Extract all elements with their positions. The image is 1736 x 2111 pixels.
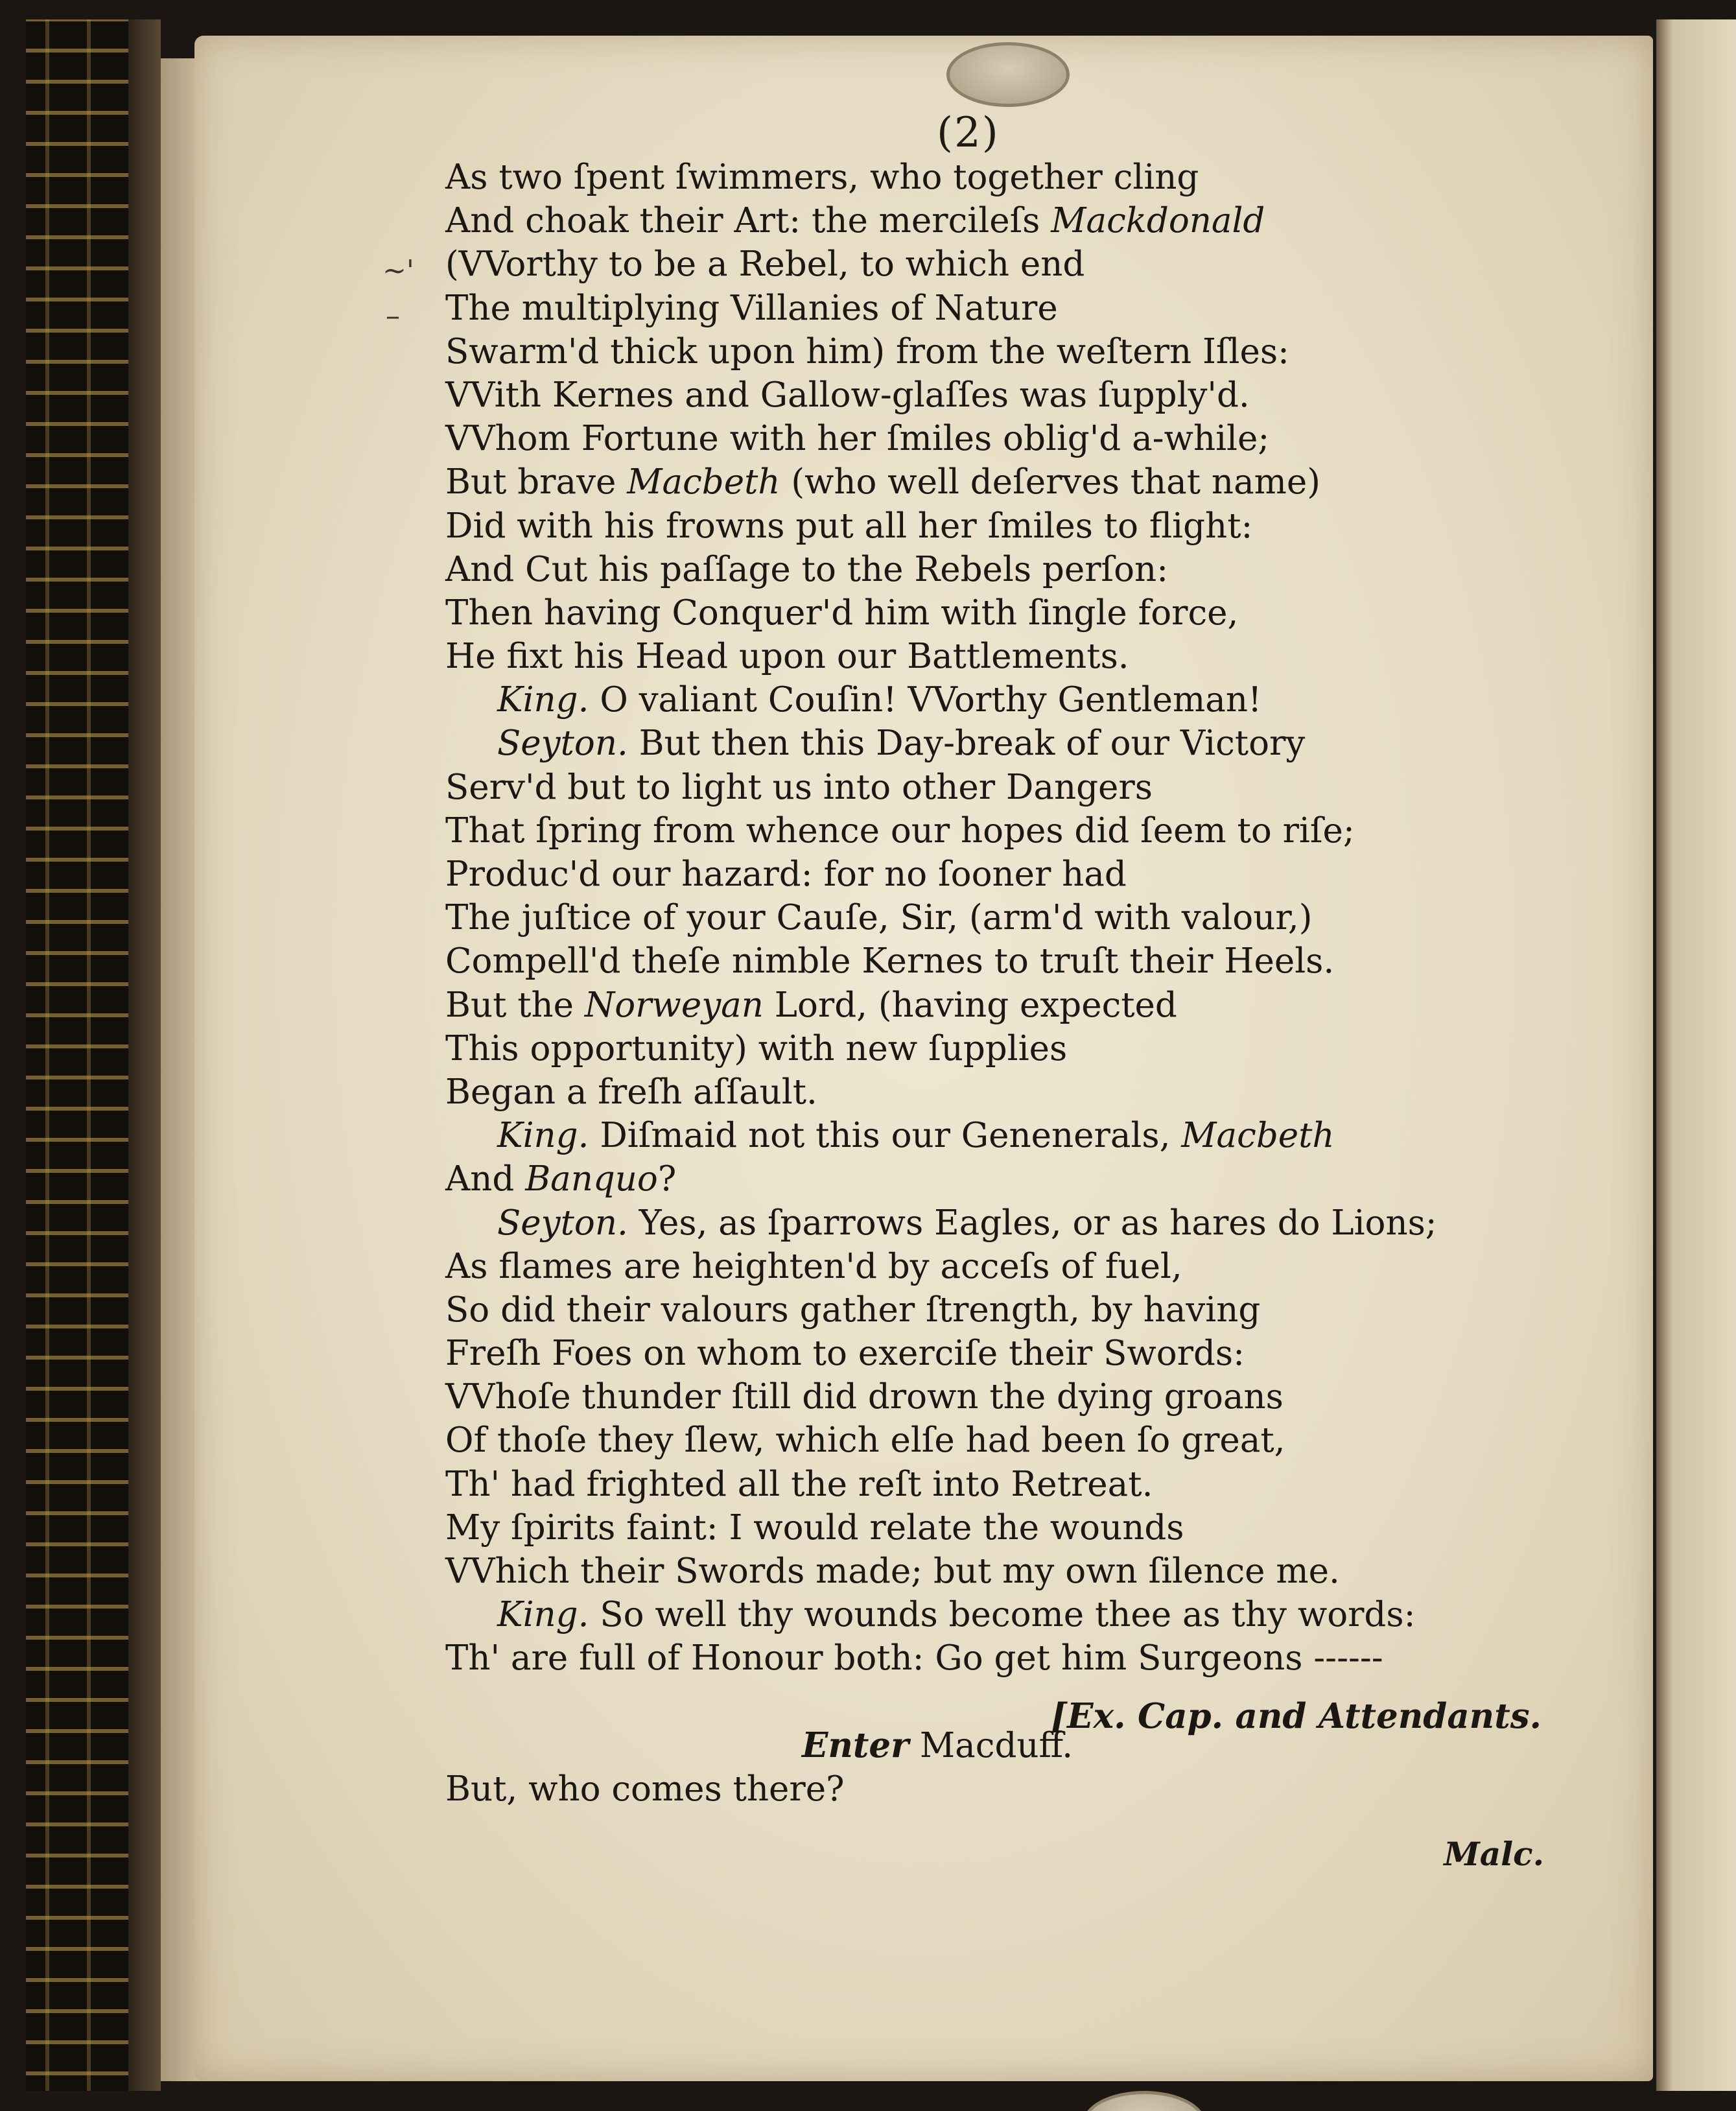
speaker-name: King. [497,1116,589,1156]
verse-line: The juſtice of your Cauſe, Sir, (arm'd with valour,) [445,898,1313,938]
speaker-name: King. [497,680,589,720]
speaker-name: King. [497,1595,589,1635]
verse-line: Produc'd our hazard: for no ſooner had [445,855,1127,894]
verse-line: Then having Conquer'd him with ſingle force, [445,593,1239,633]
verse-line: And Cut his paſſage to the Rebels perſon: [445,549,1169,589]
speaker-name: Seyton. [497,1203,628,1243]
page-number: (2) [937,109,1000,157]
verse-line: VVhich their Swords made; but my own ſilence me. [445,1551,1340,1591]
verse-line: As flames are heighten'd by acceſs of fuel, [445,1246,1182,1286]
page-text [445,156,1437,1811]
verse-line: As two ſpent ſwimmers, who together cling [445,158,1199,197]
speaker-name: Seyton. [497,724,628,764]
margin-pencil-mark: ~' [382,254,414,287]
speech-line: King. So well thy wounds become thee as thy words: [497,1595,1416,1635]
verse-line: The multiplying Villanies of Nature [445,288,1058,328]
verse-line: So did their valours gather ſtrength, by having [445,1290,1261,1330]
verse-line: VVhoſe thunder ſtill did drown the dying groans [445,1377,1284,1417]
verse-line: Serv'd but to light us into other Dangers [445,767,1153,807]
speech-line: Seyton. Yes, as ſparrows Eagles, or as hares do Lions; [497,1203,1437,1243]
verse-line: Began a freſh aſſault. [445,1072,817,1112]
verse-line: Did with his frowns put all her ſmiles to flight: [445,506,1253,546]
page-clip-bottom [1083,2091,1206,2111]
verse-line: (VVorthy to be a Rebel, to which end [445,244,1085,285]
verse-line: But brave Macbeth (who well deſerves that name) [445,462,1320,502]
verse-line: Th' had frighted all the reſt into Retreat. [445,1464,1153,1504]
verse-line: This opportunity) with new ſupplies [445,1028,1068,1068]
verse-line: VVith Kernes and Gallow-glaſſes was ſupply'd. [445,375,1250,415]
verse-line: Of thoſe they ſlew, which elſe had been ſo great, [445,1421,1285,1461]
facing-page-edge [1656,19,1736,2091]
stage-direction-enter: Enter Macduff. [802,1725,1073,1765]
verse-line: And choak their Art: the mercileſs Mackdonald [445,201,1265,241]
verse-line: He fixt his Head upon our Battlements. [445,637,1129,677]
verse-line: VVhom Fortune with her ſmiles oblig'd a-while; [445,419,1270,459]
speech-line: Seyton. But then this Day-break of our Victory [497,724,1306,764]
verse-line: Freſh Foes on whom to exerciſe their Swords: [445,1334,1245,1374]
verse-line: But, who comes there? [445,1769,845,1809]
binding-inner-edge [128,19,161,2091]
stage-direction-exit: [Ex. Cap. and Attendants. [1051,1696,1542,1736]
catchword: Malc. [1444,1835,1544,1873]
verse-line: Swarm'd thick upon him) from the weſtern Iſles: [445,331,1289,371]
verse-line: And Banquo? [445,1159,677,1199]
speech-line: King. O valiant Couſin! VVorthy Gentleman! [497,680,1262,720]
speech-line: King. Diſmaid not this our Genenerals, Macbeth [497,1116,1335,1156]
verse-line: Th' are full of Honour both: Go get him Surgeons ------ [445,1638,1383,1679]
margin-pencil-dash: – [386,300,400,333]
verse-line: Compell'd theſe nimble Kernes to truſt their Heels. [445,941,1335,982]
verse-line: But the Norweyan Lord, (having expected [445,985,1177,1025]
verse-line: That ſpring from whence our hopes did ſeem to riſe; [445,810,1355,851]
verse-line: My ſpirits faint: I would relate the wounds [445,1507,1184,1548]
page-clip-top [946,42,1070,107]
